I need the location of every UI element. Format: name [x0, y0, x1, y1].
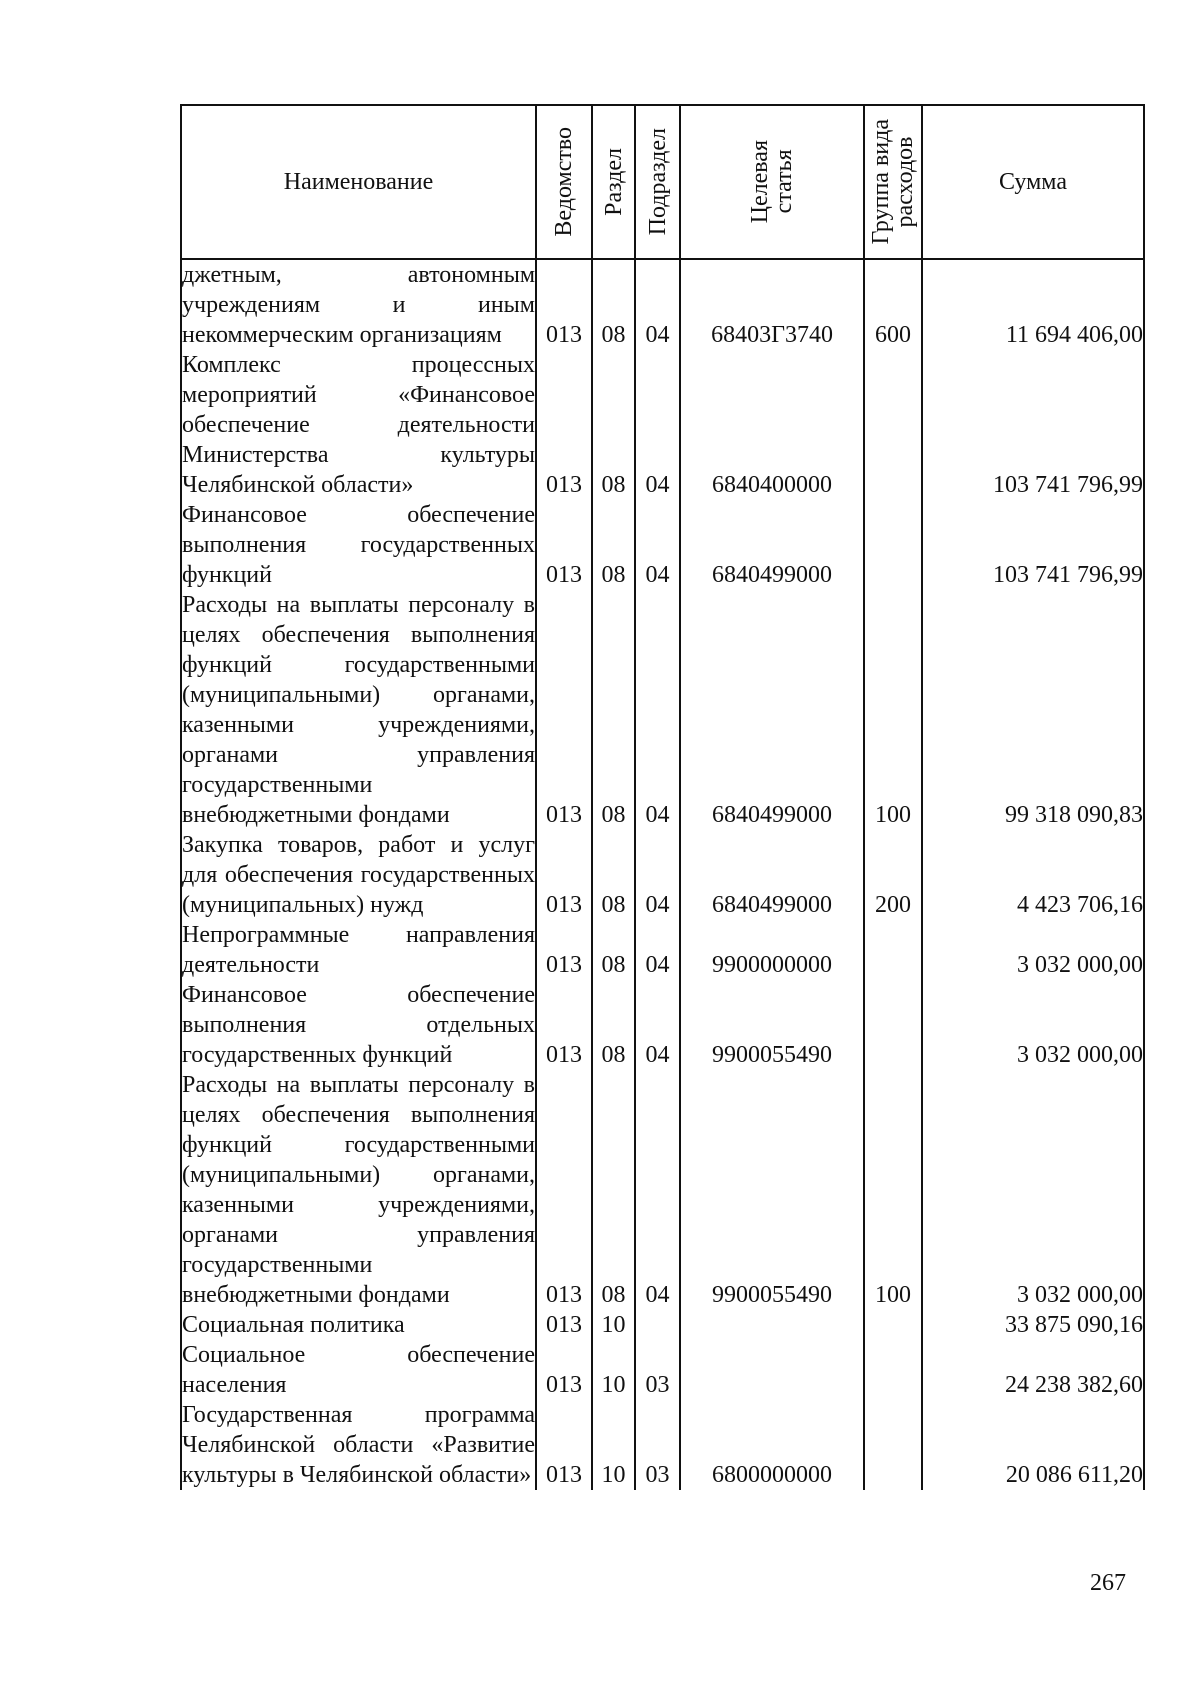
- row-target: 9900000000: [680, 920, 864, 980]
- row-department: 013: [536, 350, 592, 500]
- row-group: [864, 500, 922, 590]
- table-row: [181, 1400, 1144, 1490]
- row-subsection: 04: [635, 259, 680, 350]
- row-sum: 20 086 611,20: [922, 1400, 1144, 1490]
- table-row: [181, 830, 1144, 920]
- row-department: 013: [536, 259, 592, 350]
- row-department: 013: [536, 1400, 592, 1490]
- row-name: Непрограммные направления деятельности: [182, 922, 535, 978]
- header-sum: Сумма: [922, 105, 1144, 259]
- row-section: 08: [592, 590, 635, 830]
- row-group: [864, 350, 922, 500]
- row-department: 013: [536, 1340, 592, 1400]
- row-group: 600: [864, 259, 922, 350]
- header-group: Группа вида расходов: [864, 105, 922, 259]
- row-department: 013: [536, 590, 592, 830]
- row-section: 08: [592, 259, 635, 350]
- row-section: 08: [592, 500, 635, 590]
- row-subsection: 04: [635, 500, 680, 590]
- row-group: [864, 1340, 922, 1400]
- row-section: 08: [592, 920, 635, 980]
- header-name: Наименование: [181, 105, 536, 259]
- page-number: 267: [1090, 1570, 1126, 1596]
- row-subsection: 04: [635, 920, 680, 980]
- row-sum: 3 032 000,00: [922, 920, 1144, 980]
- row-section: 08: [592, 350, 635, 500]
- row-subsection: 03: [635, 1400, 680, 1490]
- row-group: 200: [864, 830, 922, 920]
- row-target: 6840499000: [680, 500, 864, 590]
- row-sum: 24 238 382,60: [922, 1340, 1144, 1400]
- row-subsection: 04: [635, 830, 680, 920]
- row-name: Социальное обеспечение населения: [182, 1342, 535, 1398]
- row-sum: 99 318 090,83: [922, 590, 1144, 830]
- row-section: 08: [592, 1070, 635, 1310]
- row-subsection: 04: [635, 590, 680, 830]
- row-subsection: 04: [635, 1070, 680, 1310]
- row-department: 013: [536, 830, 592, 920]
- table-body: [181, 259, 1144, 1490]
- header-target: Целевая статья: [680, 105, 864, 259]
- row-section: 10: [592, 1310, 635, 1340]
- row-department: 013: [536, 1310, 592, 1340]
- table-row: [181, 1340, 1144, 1400]
- row-subsection: 04: [635, 980, 680, 1070]
- table-row: [181, 920, 1144, 980]
- header-department: Ведомство: [536, 105, 592, 259]
- row-name: Финансовое обеспечение выполнения государственных функций: [182, 502, 535, 588]
- row-target: 68403Г3740: [680, 259, 864, 350]
- row-group: [864, 920, 922, 980]
- row-name: Расходы на выплаты персоналу в целях обеспечения выполнения функций государственными (муниципальными) органами, казенными учреждениями, органами управления государственными внебюджетными фондами: [182, 592, 535, 828]
- budget-table: [180, 104, 1145, 1490]
- table-row: [181, 500, 1144, 590]
- row-target: 9900055490: [680, 1070, 864, 1310]
- row-subsection: [635, 1310, 680, 1340]
- row-department: 013: [536, 500, 592, 590]
- table-row: [181, 350, 1144, 500]
- row-name: Государственная программа Челябинской области «Развитие культуры в Челябинской области»: [182, 1402, 535, 1488]
- table-row: [181, 1070, 1144, 1310]
- row-group: 100: [864, 590, 922, 830]
- row-target: [680, 1310, 864, 1340]
- row-target: 9900055490: [680, 980, 864, 1070]
- row-department: 013: [536, 920, 592, 980]
- row-group: [864, 1310, 922, 1340]
- row-sum: 3 032 000,00: [922, 980, 1144, 1070]
- row-name: Расходы на выплаты персоналу в целях обеспечения выполнения функций государственными (муниципальными) органами, казенными учреждениями, органами управления государственными внебюджетными фондами: [182, 1072, 535, 1308]
- row-department: 013: [536, 1070, 592, 1310]
- table-row: [181, 980, 1144, 1070]
- row-sum: 103 741 796,99: [922, 500, 1144, 590]
- row-sum: 3 032 000,00: [922, 1070, 1144, 1310]
- header-section: Раздел: [592, 105, 635, 259]
- row-name: Социальная политика: [181, 1310, 536, 1340]
- row-sum: 33 875 090,16: [922, 1310, 1144, 1340]
- row-target: 6800000000: [680, 1400, 864, 1490]
- row-target: [680, 1340, 864, 1400]
- table-header: [181, 105, 1144, 259]
- row-section: 10: [592, 1400, 635, 1490]
- header-subsection: Подраздел: [635, 105, 680, 259]
- row-group: 100: [864, 1070, 922, 1310]
- row-sum: 4 423 706,16: [922, 830, 1144, 920]
- row-target: 6840499000: [680, 590, 864, 830]
- row-name: джетным, автономным учреждениям и иным некоммерческим организациям: [181, 259, 536, 350]
- row-department: 013: [536, 980, 592, 1070]
- row-group: [864, 1400, 922, 1490]
- row-name: Финансовое обеспечение выполнения отдельных государственных функций: [182, 982, 535, 1068]
- row-group: [864, 980, 922, 1070]
- row-section: 08: [592, 980, 635, 1070]
- header-row: [181, 105, 1144, 259]
- table-row: [181, 590, 1144, 830]
- row-sum: 103 741 796,99: [922, 350, 1144, 500]
- row-target: 6840499000: [680, 830, 864, 920]
- row-target: 6840400000: [680, 350, 864, 500]
- row-subsection: 03: [635, 1340, 680, 1400]
- row-sum: 11 694 406,00: [922, 259, 1144, 350]
- row-section: 08: [592, 830, 635, 920]
- row-subsection: 04: [635, 350, 680, 500]
- row-section: 10: [592, 1340, 635, 1400]
- row-name: Закупка товаров, работ и услуг для обеспечения государственных (муниципальных) нужд: [182, 832, 535, 918]
- table-row: [181, 1310, 1144, 1340]
- row-name: Комплекс процессных мероприятий «Финансовое обеспечение деятельности Министерства культуры Челябинской области»: [182, 352, 535, 498]
- table-row: [181, 259, 1144, 350]
